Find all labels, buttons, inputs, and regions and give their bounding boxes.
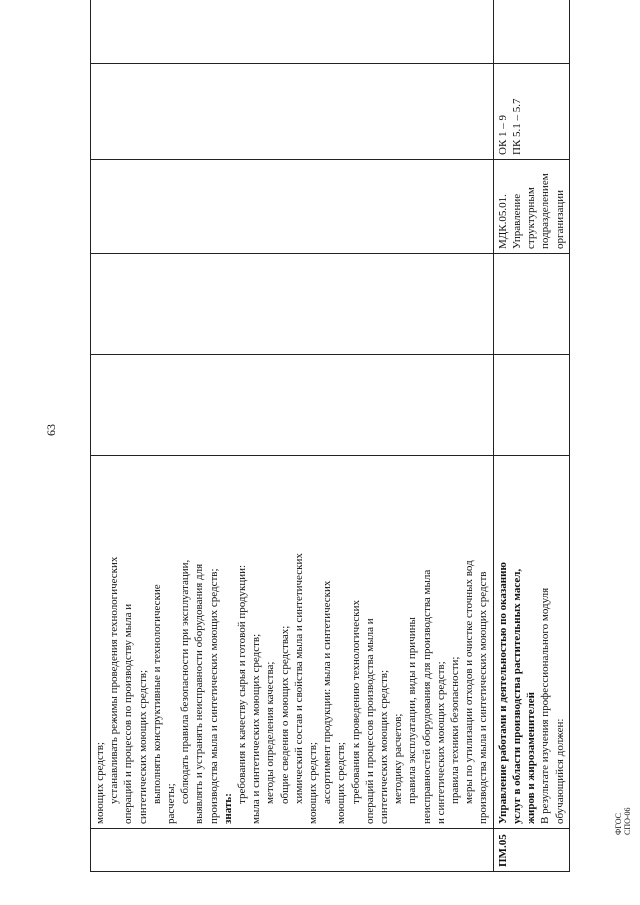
text-line: правила эксплуатации, виды и причины	[406, 617, 419, 804]
standards-table	[90, 0, 570, 872]
text-line: ассортимент продукции: мыла и синтетических	[321, 580, 334, 804]
course-line: МДК.05.01.	[496, 194, 509, 249]
competency-line: ПК 5.1 – 5.7	[510, 98, 523, 155]
empty-cell	[91, 254, 494, 355]
course-line: структурным	[525, 187, 538, 249]
text-line: методы определения качества;	[264, 661, 277, 804]
text-line: производства мыла и синтетических моющих средств	[477, 571, 490, 824]
text-line: В результате изучения профессионального модуля	[539, 587, 552, 824]
text-line: методику расчетов;	[392, 713, 405, 804]
table-row	[493, 0, 569, 872]
module-code-cell: ПМ.05	[493, 829, 569, 872]
text-line: синтетических моющих средств;	[136, 669, 149, 824]
footer-code: ФГОС СПО-06	[614, 807, 632, 835]
empty-cell	[91, 160, 494, 254]
text-line: выявлять и устранять неисправности оборудования для	[193, 563, 206, 824]
text-line: Управление работами и деятельностью по оказанию	[496, 562, 509, 824]
text-line: соблюдать правила безопасности при эксплуатации,	[179, 559, 192, 804]
text-line: требования к качеству сырья и готовой продукции:	[236, 564, 249, 804]
text-line: общие сведения о моющих средствах;	[278, 625, 291, 804]
course-line: Управление	[510, 193, 523, 249]
text-line: моющих средств;	[94, 742, 106, 824]
text-line: меры по утилизации отходов и очистке сточных вод	[463, 560, 476, 804]
text-line: и синтетических моющих средств;	[434, 661, 447, 824]
text-line: знать:	[221, 793, 234, 824]
empty-cell	[493, 355, 569, 456]
standards-table-rotated	[90, 32, 566, 872]
empty-cell	[91, 355, 494, 456]
module-code-cell	[91, 829, 494, 872]
empty-cell	[493, 254, 569, 355]
empty-cell	[91, 0, 494, 64]
competency-cell	[493, 64, 569, 160]
page-number: 63	[44, 424, 58, 436]
text-line: операций и процессов по производству мыла и	[122, 603, 135, 824]
text-line: требования к проведению технологических	[349, 600, 362, 804]
text-line: неисправностей оборудования для производства мыла	[420, 569, 433, 824]
course-cell	[493, 160, 569, 254]
text-line: мыла и синтетических моющих средств;	[250, 633, 263, 824]
text-line: моющих средств;	[335, 742, 348, 824]
course-line: организации	[553, 189, 566, 249]
text-line: жиров и жирозаменителей	[525, 691, 538, 824]
course-line: подразделением	[539, 173, 552, 249]
text-line: устанавливать режимы проведения технологических	[108, 556, 121, 804]
text-line: химический состав и свойства мыла и синтетических	[292, 553, 305, 804]
text-line: правила техники безопасности;	[449, 656, 462, 804]
table-row	[91, 0, 494, 872]
empty-cell	[91, 64, 494, 160]
text-line: обучающийся должен:	[553, 718, 566, 824]
text-line: синтетических моющих средств;	[378, 669, 391, 824]
empty-cell	[493, 0, 569, 64]
text-line: операций и процессов производства мыла и	[363, 618, 376, 824]
text-line: производства мыла и синтетических моющих средств;	[207, 568, 220, 824]
text-line: услуг в области производства растительных масел,	[510, 568, 523, 824]
text-line: расчеты;	[165, 783, 178, 824]
module-title-cell	[493, 456, 569, 829]
competency-line: ОК 1 – 9	[496, 114, 509, 155]
text-line: моющих средств;	[307, 742, 320, 824]
requirements-cell	[91, 456, 494, 829]
text-line: выполнять конструктивные и технологические	[150, 584, 163, 804]
